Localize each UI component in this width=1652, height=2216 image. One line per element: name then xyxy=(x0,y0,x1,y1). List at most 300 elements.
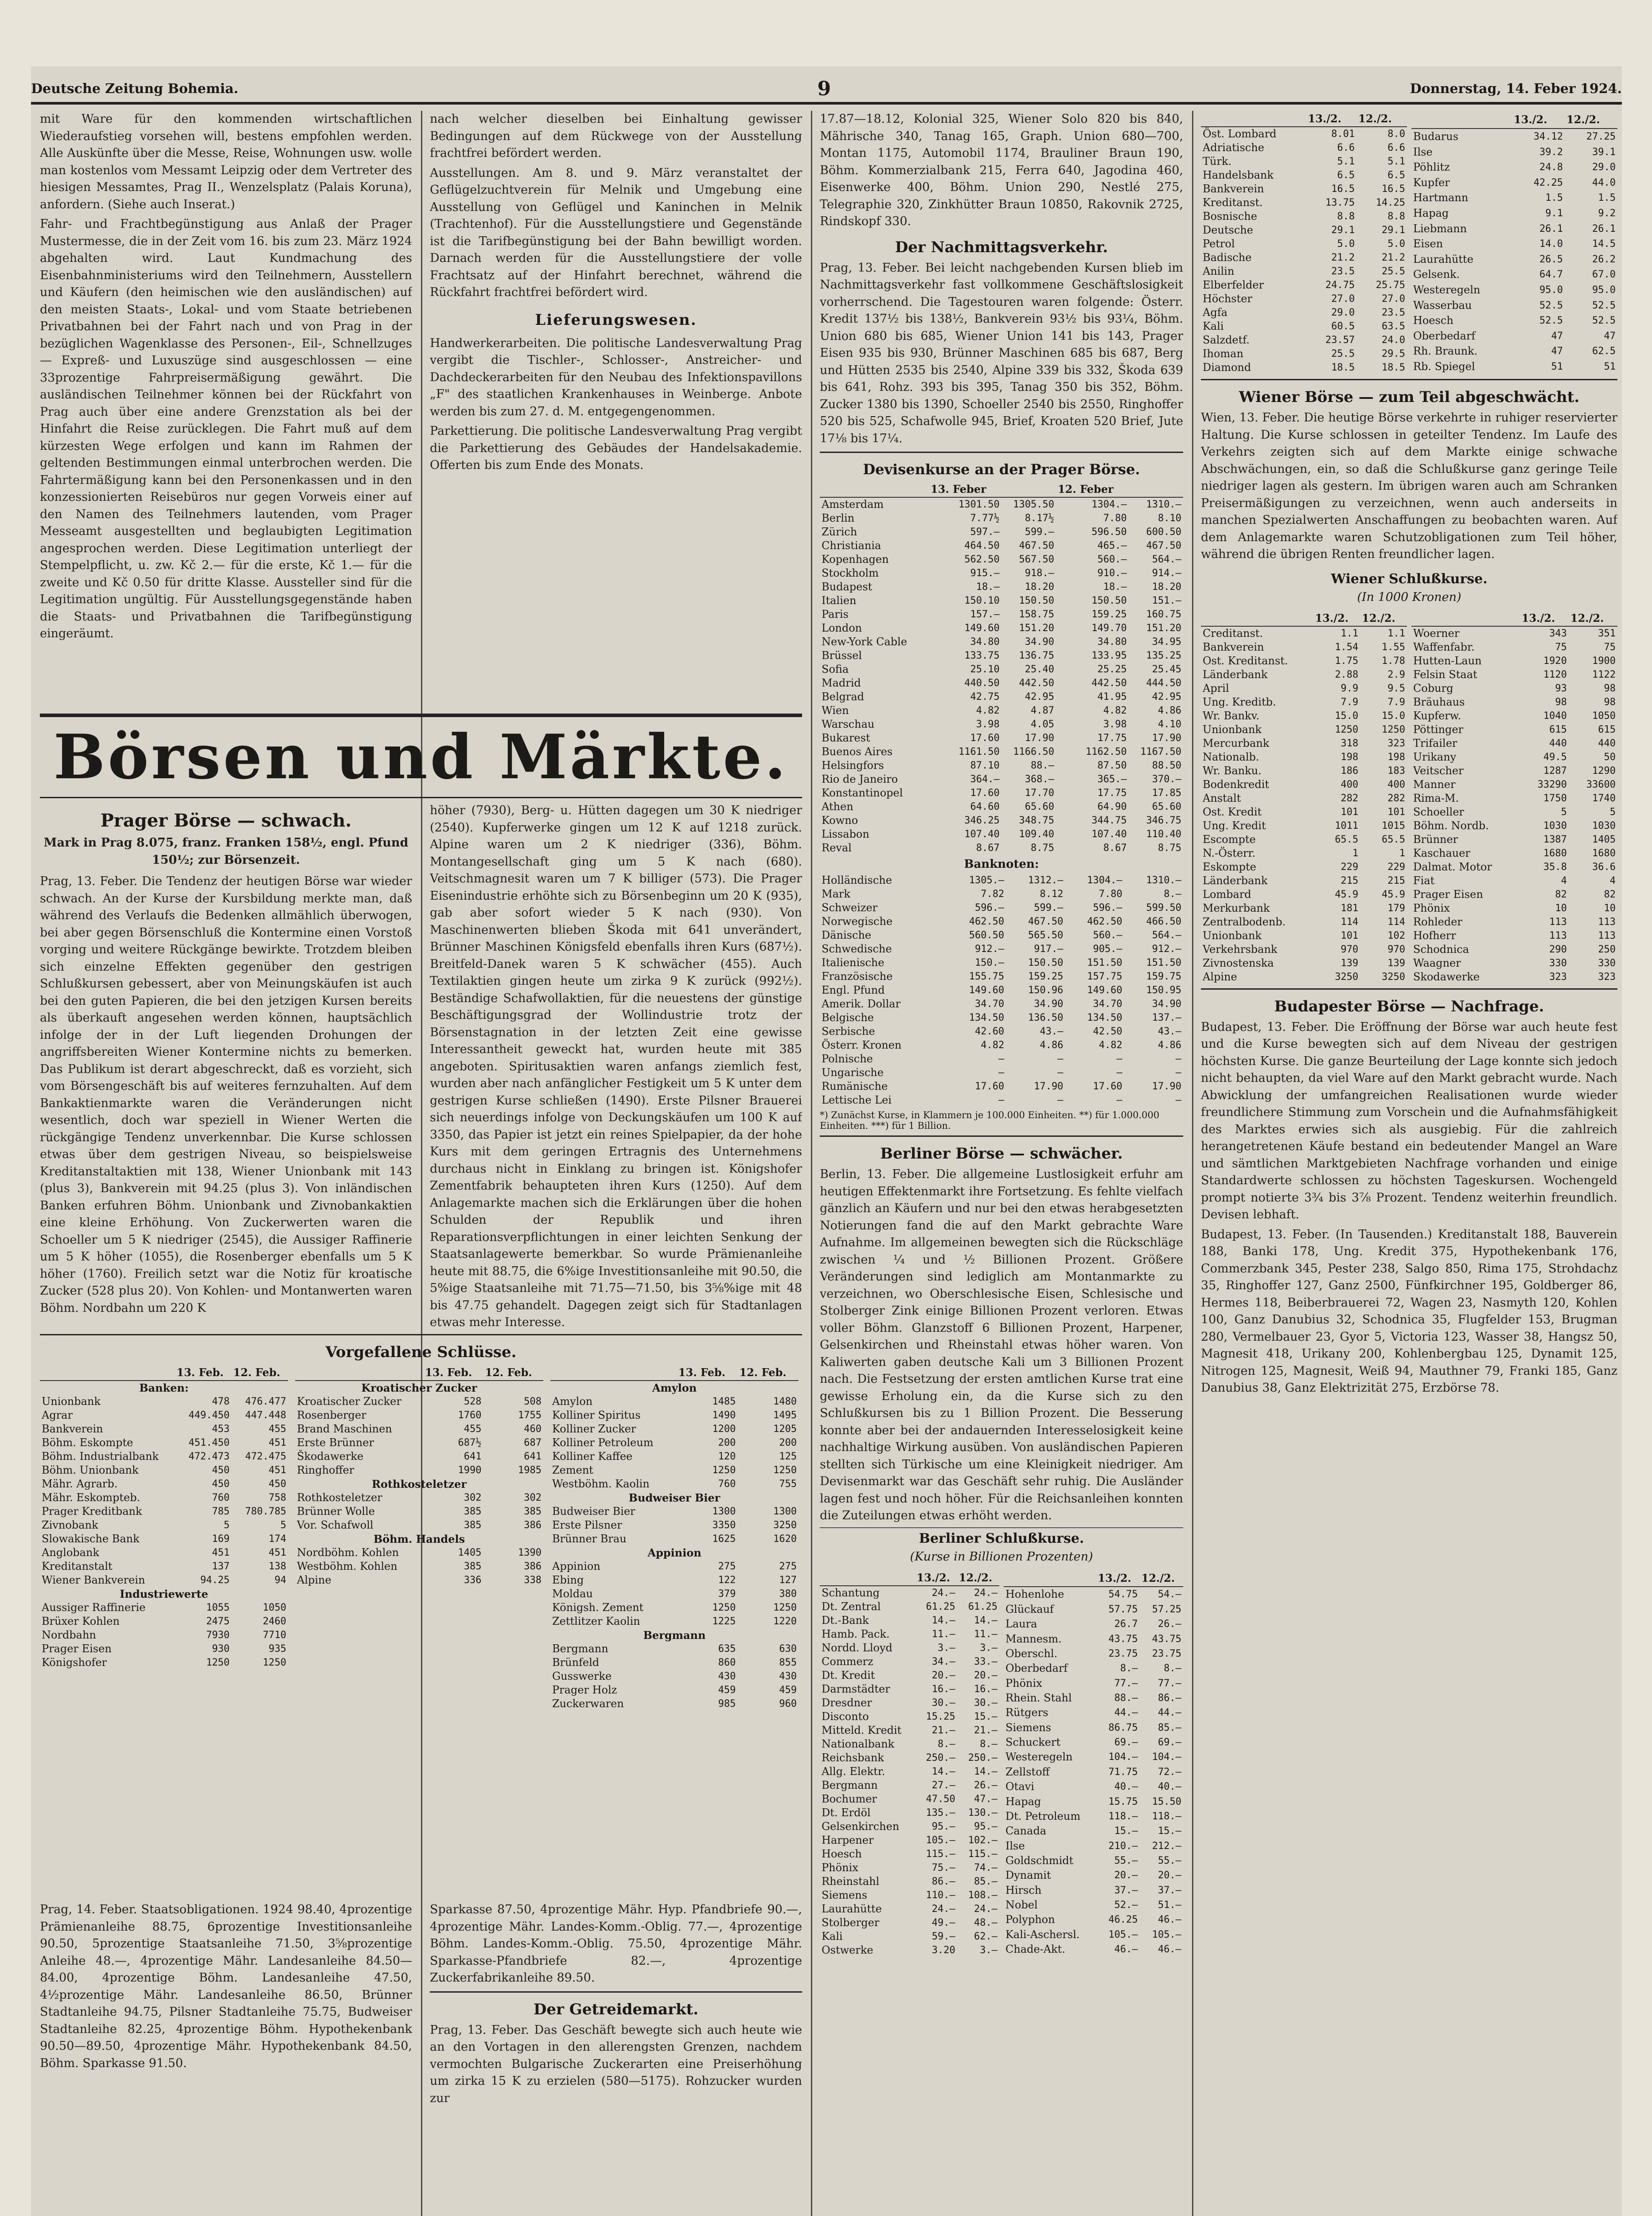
value-cell: 4.05 xyxy=(1030,719,1054,730)
table-row xyxy=(820,676,1183,690)
value-cell: — xyxy=(1175,1095,1181,1106)
value-cell: 4.10 xyxy=(1158,719,1181,730)
value-cell: 133.75 xyxy=(964,650,1000,661)
value-cell: 60.5 xyxy=(1331,321,1355,332)
table-row xyxy=(820,511,1183,525)
value-cell: 8.— xyxy=(1164,889,1181,900)
value-cell: 1167.50 xyxy=(1140,746,1181,757)
label-cell: Commerz xyxy=(822,1655,873,1668)
value-cell: 451.450 xyxy=(188,1437,230,1448)
value-cell: 122 xyxy=(718,1575,736,1586)
label-cell: Ringhoffer xyxy=(297,1464,355,1476)
label-cell: Deutsche xyxy=(1203,224,1253,236)
value-cell: 51 xyxy=(1604,361,1616,373)
value-cell: 1040 xyxy=(1543,710,1567,722)
value-cell: 174 xyxy=(269,1533,286,1545)
label-cell: Königsh. Zement xyxy=(552,1601,644,1614)
table-row xyxy=(295,1546,543,1560)
value-cell: — xyxy=(1175,1053,1181,1065)
value-cell: 1300 xyxy=(712,1506,736,1517)
value-cell: 54.75 xyxy=(1108,1589,1138,1600)
value-cell: 98 xyxy=(1555,696,1567,708)
table-row xyxy=(40,1450,288,1463)
value-cell: 970 xyxy=(1387,944,1405,955)
table-row xyxy=(1201,196,1407,210)
table-row xyxy=(1201,737,1407,750)
value-cell: 780.785 xyxy=(245,1506,286,1517)
value-cell: 118.— xyxy=(1108,1810,1138,1822)
value-cell: 1015 xyxy=(1382,820,1405,831)
table-row xyxy=(1201,970,1407,984)
value-cell: 18.5 xyxy=(1382,362,1405,373)
label-cell: Gelsenkirchen xyxy=(822,1820,900,1833)
label-cell: Rh. Braunk. xyxy=(1413,345,1478,358)
value-cell: 8.12 xyxy=(1040,889,1064,900)
column-header: 12./2. xyxy=(1569,610,1617,626)
value-cell: 615 xyxy=(1549,724,1567,735)
value-cell: 400 xyxy=(1387,779,1405,790)
value-cell: 1304.— xyxy=(1087,875,1122,886)
label-cell: Zement xyxy=(552,1464,593,1476)
table-row xyxy=(1201,320,1407,333)
value-cell: 465.— xyxy=(1097,540,1127,551)
anleihen-text-2: Sparkasse 87.50, 4prozentige Mähr. Hyp. Pfandbriefe 90.—, 4prozentige Mähr. Landes-Komm.-Oblig. 77.—, 4prozentige Böhm. Landes-Komm.-Oblig. 75.50, 4prozentige Mähr. Sparkasse-Pfandbriefe 82.—, 4prozentige Zuckerfabrikanleihe 89.50. xyxy=(430,1903,802,1985)
label-cell: Bosnische xyxy=(1203,210,1257,222)
label-cell: Prager Eisen xyxy=(42,1642,112,1655)
table-row xyxy=(820,1066,1183,1080)
label-cell: Bochumer xyxy=(822,1792,877,1805)
value-cell: 758 xyxy=(269,1492,286,1503)
value-cell: 455 xyxy=(464,1424,482,1435)
value-cell: 5.0 xyxy=(1387,238,1405,250)
column-header xyxy=(550,1365,677,1381)
value-cell: 75 xyxy=(1555,641,1567,653)
label-cell: Brand Maschinen xyxy=(297,1423,392,1435)
value-cell: 134.50 xyxy=(969,1012,1005,1023)
table-row xyxy=(40,1477,288,1491)
label-cell: Nordd. Lloyd xyxy=(822,1641,892,1654)
value-cell: 1250 xyxy=(206,1657,230,1668)
value-cell: 755 xyxy=(779,1479,797,1490)
table-row xyxy=(820,1820,999,1834)
column-2-top xyxy=(430,111,802,709)
value-cell: 186 xyxy=(1340,765,1359,776)
right-table-a xyxy=(1201,111,1407,375)
table-row xyxy=(1201,223,1407,237)
header-row xyxy=(1201,610,1407,626)
budapest-text: Budapest, 13. Feber. Die Eröffnung der Börse war auch heute fest und die Kurse bewegten sich auf dem Niveau der gestrigen höchsten Kurse. Die ganze Beurteilung der Lage konnte sich jedoch nicht behaupten, da viel Ware auf den Markt gebracht wurde. Nach Abwicklung der umfangreichen Realisationen wurde wieder freundlichere Stimmung zum Vorschein und die Aufnahmsfähigkeit des Marktes erwies sich als ausgiebig. Für die zahlreich herangetretenen Käufe bestand ein bedeutender Mangel an Ware und sämtlichen Marktgebieten Nachfrage vorhanden und einige Standardwerte schlossen zu höchsten Tageskursen. Wochengeld prompt notierte 3¾ bis 3⅞ Prozent. Tendenz weiterhin freundlich. Devisen lebhaft. xyxy=(1201,1020,1617,1221)
value-cell: 20.— xyxy=(974,1670,997,1681)
group-row xyxy=(550,1546,799,1560)
label-cell: Oberschl. xyxy=(1005,1647,1058,1660)
label-cell: Waffenfabr. xyxy=(1413,640,1475,653)
value-cell: 442.50 xyxy=(1019,678,1054,689)
value-cell: 137.— xyxy=(1152,1012,1181,1023)
value-cell: 1485 xyxy=(712,1396,736,1407)
value-cell: 110.— xyxy=(926,1889,955,1901)
label-cell: Laurahütte xyxy=(822,1902,882,1915)
label-cell: Belgrad xyxy=(822,691,865,703)
label-cell: Länderbank xyxy=(1203,668,1268,681)
column-header: 13./2. xyxy=(1096,1570,1139,1587)
value-cell: 385 xyxy=(464,1520,482,1531)
table-row xyxy=(550,1450,799,1463)
value-cell: 18.— xyxy=(976,581,1000,593)
value-cell: 88.50 xyxy=(1152,760,1181,771)
table-row xyxy=(820,718,1183,731)
value-cell: 94 xyxy=(274,1575,286,1586)
value-cell: 9.9 xyxy=(1340,683,1359,694)
column-header: 12./2. xyxy=(1565,111,1617,129)
value-cell: 26.2 xyxy=(1592,254,1616,265)
table-row xyxy=(1411,129,1617,144)
value-cell: 14.— xyxy=(931,1766,955,1777)
value-cell: 158.75 xyxy=(1019,609,1054,620)
value-cell: 149.60 xyxy=(964,623,1000,634)
label-cell: Škodawerke xyxy=(297,1450,364,1463)
value-cell: 210.— xyxy=(1108,1840,1138,1852)
table-row xyxy=(1201,210,1407,223)
value-cell: 7.80 xyxy=(1103,513,1127,524)
value-cell: 15.25 xyxy=(926,1711,955,1722)
value-cell: 16.5 xyxy=(1331,183,1355,195)
value-cell: 113 xyxy=(1549,916,1567,928)
label-cell: Schuckert xyxy=(1005,1736,1061,1749)
value-cell: 386 xyxy=(524,1561,542,1572)
value-cell: 215 xyxy=(1340,875,1359,886)
value-cell: — xyxy=(1175,1067,1181,1078)
table-row xyxy=(550,1573,799,1587)
label-cell: Ostwerke xyxy=(822,1943,873,1956)
value-cell: 3.98 xyxy=(1103,719,1127,730)
label-cell: Mitteld. Kredit xyxy=(822,1724,902,1736)
table-row xyxy=(40,1615,288,1628)
value-cell: 43.— xyxy=(1158,1026,1181,1037)
label-cell: Helsingfors xyxy=(822,759,884,772)
table-row xyxy=(40,1422,288,1436)
value-cell: 1.5 xyxy=(1545,192,1563,204)
devisen-heading: Devisenkurse an der Prager Börse. xyxy=(863,461,1140,478)
value-cell: 125 xyxy=(779,1451,797,1462)
table-row xyxy=(820,772,1183,786)
value-cell: 905.— xyxy=(1093,944,1122,955)
value-cell: 364.— xyxy=(970,774,1000,785)
value-cell: — xyxy=(1116,1095,1122,1106)
value-cell: 1161.50 xyxy=(958,746,1000,757)
label-cell: Lettische Lei xyxy=(822,1094,892,1106)
value-cell: 127 xyxy=(779,1575,797,1586)
value-cell: 34.80 xyxy=(1097,636,1127,648)
label-cell: Phönix xyxy=(1413,901,1450,914)
value-cell: 1495 xyxy=(773,1410,797,1421)
table-row xyxy=(1004,1883,1183,1898)
table-row xyxy=(1004,1705,1183,1720)
column-header: 13. Feb. xyxy=(677,1365,738,1381)
column-rule xyxy=(421,111,422,2216)
value-cell: 451 xyxy=(212,1547,230,1558)
label-cell: Gelsenk. xyxy=(1413,268,1460,281)
value-cell: 35.8 xyxy=(1543,861,1567,873)
label-cell: Türk. xyxy=(1203,155,1232,168)
value-cell: 1 xyxy=(1352,847,1359,859)
value-cell: 109.40 xyxy=(1019,829,1054,840)
value-cell: 641 xyxy=(464,1451,482,1462)
wien-schluss-heading: Wiener Schlußkurse. xyxy=(1331,571,1488,587)
value-cell: 54.— xyxy=(1158,1589,1181,1600)
table-row xyxy=(820,970,1183,983)
prager-boerse xyxy=(40,802,412,1330)
group-title: Böhm. Handels xyxy=(373,1533,465,1545)
label-cell: Kolliner Petroleum xyxy=(552,1436,654,1449)
group-title: Banken: xyxy=(139,1381,189,1394)
value-cell: 344.75 xyxy=(1091,815,1127,826)
value-cell: 69.— xyxy=(1158,1737,1181,1748)
table-row xyxy=(1411,956,1617,970)
value-cell: 57.25 xyxy=(1152,1603,1181,1615)
table-row xyxy=(1004,1868,1183,1883)
table-row xyxy=(1411,860,1617,874)
value-cell: 47 xyxy=(1551,330,1563,342)
value-cell: 114 xyxy=(1387,916,1405,928)
table-row xyxy=(1201,901,1407,915)
value-cell: 159.25 xyxy=(1091,609,1127,620)
table-row xyxy=(820,942,1183,956)
value-cell: 47 xyxy=(1551,346,1563,357)
value-cell: 462.50 xyxy=(1087,916,1122,927)
value-cell: 1310.— xyxy=(1146,499,1181,510)
label-cell: Brünner xyxy=(1413,833,1458,846)
label-cell: London xyxy=(822,622,862,634)
table-row xyxy=(550,1587,799,1601)
value-cell: 451 xyxy=(269,1437,286,1448)
column-header: 13. Feb. xyxy=(175,1365,231,1381)
header-row xyxy=(1411,111,1617,129)
value-cell: 15.0 xyxy=(1382,710,1405,722)
label-cell: Hapag xyxy=(1005,1795,1041,1808)
table-row xyxy=(1411,328,1617,344)
value-cell: 8.— xyxy=(1164,1663,1181,1674)
table-row xyxy=(1411,298,1617,313)
berliner-heading: Berliner Börse — schwächer. xyxy=(880,1145,1123,1163)
value-cell: 51 xyxy=(1551,361,1563,373)
label-cell: Hohenlohe xyxy=(1005,1588,1064,1601)
value-cell: — xyxy=(1057,1053,1064,1065)
label-cell: Siemens xyxy=(822,1888,868,1901)
group-title: Appinion xyxy=(647,1546,701,1559)
label-cell: Pöhlitz xyxy=(1413,161,1450,174)
table-row xyxy=(40,1395,288,1408)
value-cell: 368.— xyxy=(1025,774,1054,785)
masthead xyxy=(31,75,1622,105)
label-cell: Ihoman xyxy=(1203,347,1243,360)
table-row xyxy=(295,1518,543,1532)
label-cell: Appinion xyxy=(552,1560,600,1572)
value-cell: 25.75 xyxy=(1375,280,1405,291)
label-cell: Fiat xyxy=(1413,874,1435,887)
table-row xyxy=(1004,1691,1183,1705)
table-row xyxy=(820,1052,1183,1066)
label-cell: Nobel xyxy=(1005,1899,1038,1912)
column-header xyxy=(820,481,929,497)
value-cell: 120 xyxy=(718,1451,736,1462)
value-cell: 1.1 xyxy=(1340,628,1359,639)
label-cell: Polnische xyxy=(822,1053,873,1065)
prager-boerse-cont xyxy=(430,802,802,1330)
label-cell: Urikany xyxy=(1413,750,1457,763)
value-cell: 46.— xyxy=(1158,1914,1181,1926)
value-cell: 1.55 xyxy=(1382,641,1405,653)
label-cell: Chade-Akt. xyxy=(1005,1943,1065,1956)
value-cell: 3.— xyxy=(980,1642,997,1654)
value-cell: 462.50 xyxy=(969,916,1005,927)
table-row xyxy=(1201,182,1407,196)
berliner-schluss-sub: (Kurse in Billionen Prozenten) xyxy=(910,1549,1093,1564)
table-row xyxy=(295,1560,543,1573)
table-row xyxy=(820,1930,999,1943)
value-cell: 104.— xyxy=(1152,1752,1181,1763)
value-cell: 102 xyxy=(1387,930,1405,941)
anleihen-text: Prag, 14. Feber. Staatsobligationen. 1924 98.40, 4prozentige Prämienanleihe 88.75, 6prozentige Investitionsanleihe 90.50, 5prozentige Staatsanleihe 71.50, 3⅝prozentige Anleihe 48.—, 4prozentige Mähr. Landesanleihe 84.50—84.00, 4prozentige Böhm. Landesanleihe 47.50, 4½prozentige Mähr. Landesanleihe 86.50, Brünner Stadtanleihe 94.75, Pilsner Stadtanleihe 75.75, Budweiser Stadtanleihe 82.25, 4prozentige Böhm. Hypothekenbank 90.50—89.50, 4prozentige Mähr. Hypothekenbank 84.50, Böhm. Sparkasse 91.50. xyxy=(40,1903,412,2070)
value-cell: 20.— xyxy=(1158,1870,1181,1881)
value-cell: 105.— xyxy=(1152,1929,1181,1940)
value-cell: 21.2 xyxy=(1382,252,1405,263)
label-cell: Bodenkredit xyxy=(1203,778,1270,791)
label-cell: Eisen xyxy=(1413,238,1443,250)
value-cell: 444.50 xyxy=(1146,678,1181,689)
header-row xyxy=(550,1365,799,1381)
value-cell: 72.— xyxy=(1158,1766,1181,1778)
value-cell: 1680 xyxy=(1543,847,1567,859)
table-row xyxy=(820,759,1183,772)
nachmittag-prelude: 17.87—18.12, Kolonial 325, Wiener Solo 820 bis 840, Mährische 340, Tanag 165, Graph. Union 680—700, Montan 1175, Automobil 1174, Brauliner Braun 190, Böhm. Kommerzialbank 215, Ferra 640, Jagodina 460, Eisenwerke 400, Böhm. Union 290, Nestlé 275, Telegraphie 320, Zinkhütter Braun 10850, Rakovnik 2725, Rindskopf 330. xyxy=(820,112,1183,228)
parkett-article: Parkettierung. Die politische Landesverwaltung Prag vergibt die Parkettierung des Gebäudes der Handelsakademie. Offerten bis zum Ende des Monats. xyxy=(430,424,802,472)
value-cell: 16.— xyxy=(974,1683,997,1695)
value-cell: 27.0 xyxy=(1382,293,1405,304)
table-row xyxy=(295,1450,543,1463)
label-cell: Ebing xyxy=(552,1574,584,1586)
label-cell: Schodnica xyxy=(1413,943,1469,956)
table-row xyxy=(820,1779,999,1792)
value-cell: 157.75 xyxy=(1087,971,1122,982)
value-cell: 453 xyxy=(212,1424,230,1435)
label-cell: Mähr. Eskompteb. xyxy=(42,1491,140,1504)
table-row xyxy=(820,1847,999,1861)
table-row xyxy=(820,956,1183,970)
header-row xyxy=(1411,610,1617,626)
label-cell: Pöttinger xyxy=(1413,723,1464,736)
value-cell: 55.— xyxy=(1158,1855,1181,1866)
value-cell: 2.9 xyxy=(1387,669,1405,680)
label-cell: Rumänische xyxy=(822,1080,888,1092)
value-cell: 596.50 xyxy=(1091,527,1127,538)
value-cell: 250 xyxy=(1598,944,1616,955)
label-cell: Dresdner xyxy=(822,1696,872,1709)
schluesse-heading: Vorgefallene Schlüsse. xyxy=(325,1343,517,1361)
value-cell: 14.25 xyxy=(1375,197,1405,208)
value-cell: 29.1 xyxy=(1331,225,1355,236)
value-cell: 302 xyxy=(464,1492,482,1503)
value-cell: 11.— xyxy=(931,1628,955,1640)
label-cell: Rosenberger xyxy=(297,1409,366,1421)
table-row xyxy=(820,929,1183,942)
table-row xyxy=(1201,915,1407,929)
value-cell: 1166.50 xyxy=(1013,746,1054,757)
value-cell: 149.60 xyxy=(969,985,1005,996)
table-row xyxy=(1411,640,1617,654)
table-row xyxy=(1201,306,1407,320)
value-cell: 282 xyxy=(1387,792,1405,804)
value-cell: 98 xyxy=(1604,683,1616,694)
value-cell: 64.90 xyxy=(1097,801,1127,812)
column-header: 12./2. xyxy=(1356,111,1407,127)
value-cell: 1390 xyxy=(518,1547,542,1558)
value-cell: 46.— xyxy=(1158,1944,1181,1955)
table-row xyxy=(1004,1927,1183,1942)
value-cell: 1250 xyxy=(773,1602,797,1613)
label-cell: Mähr. Agrarb. xyxy=(42,1478,118,1490)
value-cell: 107.40 xyxy=(964,829,1000,840)
table-row xyxy=(40,1642,288,1656)
value-cell: 39.1 xyxy=(1592,146,1616,158)
table-row xyxy=(820,1614,999,1627)
table-row xyxy=(1004,1809,1183,1824)
table-row xyxy=(550,1408,799,1422)
label-cell: Bankverein xyxy=(1203,183,1264,195)
value-cell: 26.1 xyxy=(1539,223,1563,234)
value-cell: 346.25 xyxy=(964,815,1000,826)
value-cell: 135.— xyxy=(926,1807,955,1818)
value-cell: 250.— xyxy=(968,1752,997,1763)
value-cell: 47 xyxy=(1604,330,1616,342)
nachmittag-text: Prag, 13. Feber. Bei leicht nachgebenden Kursen blieb im Nachmittagsverkehr fast vollkommene Geschäftslosigkeit vorherrschend. Die Tagestouren waren folgende: Österr. Kredit 137½ bis 138½, Bankverein 93½ bis 93¼, Böhm. Union 680 bis 685, Wiener Union 141 bis 143, Prager Eisen 935 bis 930, Brünner Maschinen 685 bis 687, Berg und Hütten 2535 bis 2540, Alpine 339 bis 332, Škoda 639 bis 641, Rohz. 393 bis 395, Tanag 350 bis 352, Böhm. Zucker 1380 bis 1390, Schoeller 2540 bis 2550, Ringhoffer 520 bis 525, Schafwolle 945, Brief, Kroaten 520 Brief, Jute 17⅛ bis 17¼. xyxy=(820,261,1183,445)
data-table xyxy=(550,1365,799,1711)
label-cell: Nationalbank xyxy=(822,1737,895,1750)
value-cell: 1120 xyxy=(1543,669,1567,680)
value-cell: 26.1 xyxy=(1592,223,1616,234)
value-cell: 467.50 xyxy=(1019,540,1054,551)
table-row xyxy=(1411,236,1617,252)
value-cell: 5 xyxy=(1609,806,1616,818)
value-cell: 27.0 xyxy=(1331,293,1355,304)
label-cell: Goldschmidt xyxy=(1005,1854,1074,1867)
berliner-text: Berlin, 13. Feber. Die allgemeine Lustlosigkeit erfuhr am heutigen Effektenmarkt ihre Fortsetzung. Es fehlte vielfach gänzlich an Käufern und nur bei den etwas herabgesetzten Notierungen fand die auf den Markt gebrachte Ware Aufnahme. Im allgemeinen bewegten sich die Rückschläge zwischen ¼ und ½ Billionen Prozent. Größere Veränderungen sind lediglich am Montanmarkte zu verzeichnen, wo Oberschlesische Eisen, Schlesische und Stolberger Zink einige Billionen Prozent verloren. Etwas voller Böhm. Glanzstoff 6 Billionen Prozent, Harpener, Gelsenkirchen und Rheinstahl etwas höher waren. Von Kaliwerten gaben deutsche Kali um 3 Billionen Prozent nach. Die Festsetzung der ersten amtlichen Kurse trat eine gewisse Erholung ein, da die Kurse sich zu den Schlußkursen bis zu 1 Billion Prozent. Die Besserung konnte aber bei der andauernden Interesselosigkeit keine nachhaltige Wirkung ausüben. Von ausländischen Papieren stellten sich Türkische um eine Kleinigkeit niedriger. Am Devisenmarkt war das Geschäft sehr ruhig. Die Ausländer lagen fest und noch höher. Für die Reichsanleihen konnten die Zuteilungen etwas erhöht werden. xyxy=(820,1167,1183,1522)
value-cell: 330 xyxy=(1598,957,1616,969)
group-title: Budweiser Bier xyxy=(628,1491,721,1504)
label-cell: Bukarest xyxy=(822,732,870,744)
value-cell: 599.— xyxy=(1034,902,1064,913)
label-cell: Skodawerke xyxy=(1413,970,1480,983)
value-cell: 970 xyxy=(1340,944,1359,955)
table-row xyxy=(1004,1838,1183,1853)
value-cell: 250.— xyxy=(926,1752,955,1763)
value-cell: 1387 xyxy=(1543,834,1567,845)
value-cell: 8.— xyxy=(980,1738,997,1750)
value-cell: 1250 xyxy=(1335,724,1359,735)
table-row xyxy=(1411,901,1617,915)
value-cell: 687½ xyxy=(458,1437,482,1448)
value-cell: 1300 xyxy=(773,1506,797,1517)
value-cell: — xyxy=(1116,1053,1122,1065)
table-row xyxy=(820,1627,999,1641)
value-cell: 11.— xyxy=(974,1628,997,1640)
label-cell: Amerik. Dollar xyxy=(822,998,901,1010)
value-cell: 52.5 xyxy=(1539,300,1563,311)
value-cell: 562.50 xyxy=(964,554,1000,565)
table-row xyxy=(820,1669,999,1682)
prager-boerse-text: Prag, 13. Feber. Die Tendenz der heutigen Börse war wieder schwach. An der Kurse der Kursbildung merkte man, daß während des Verlaufs die Bedenken allmählich überwogen, bei aber gegen Börsenschluß die Kontermine einen Vorstoß vorging und weitere Rückgänge bewirkte. Trotzdem bleiben sich einzelne Effekten gegenüber den gestrigen Schlußkursen gebessert, aber von Meinungskäufen ist auch bei den guten Papieren, die bei den jetzigen Kursen bereits als überkauft angesehen werden können, hauptsächlich infolge der in der Luft liegenden Drohungen der angriffsbereiten Wiener Kontermine nichts zu bemerken. Das Publikum ist derart abgeschreckt, daß es vorzieht, sich vom Börsengeschäft bis auf weiteres fernzuhalten. Auf dem Bankaktienmarkte waren die Veränderungen nicht wesentlich, doch war speziell in Wiener Werten die rückgängige Tendenz unverkennbar. Die Kurse schlossen etwas über dem gestrigen Niveau, so beispielsweise Kreditanstaltaktien mit 138, Wiener Unionbank mit 143 (plus 3), Bankverein mit 94.25 (plus 3). Von inländischen Banken erfuhren Böhm. Unionbank und Zivnobankaktien eine kleine Erhöhung. Von Zuckerwerten waren die Schoeller um 5 K niedriger (2545), die Aussiger Raffinerie um 5 K höher (1055), die Rosenberger ebenfalls um 5 K höher (1760). Freilich setzt war die Notiz für kroatische Zucker (528 plus 20). Von Kohlen- und Montanwerten waren Böhm. Nordbahn um 220 K xyxy=(40,874,412,1315)
table-row xyxy=(1201,805,1407,819)
value-cell: 5.0 xyxy=(1337,238,1355,250)
